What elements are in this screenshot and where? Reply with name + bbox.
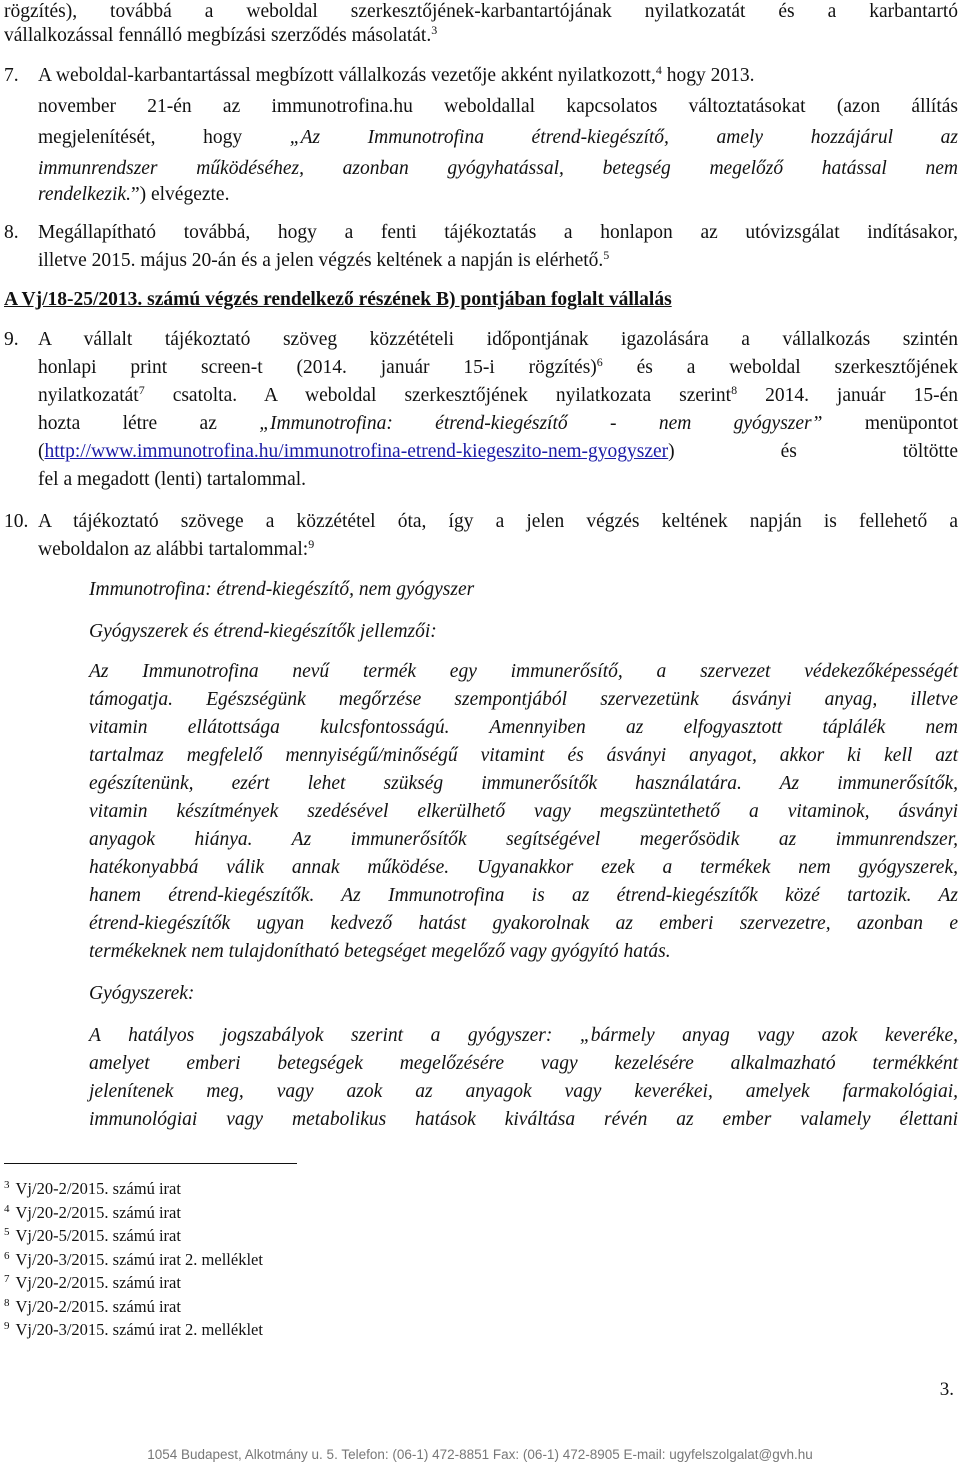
quote-line: amelyet emberi betegségek megelőzésére vagy kezelésére alkalmazható termékként bbox=[89, 1053, 958, 1074]
text-line: hozta létre az „Immunotrofina: étrend-kiegészítő - nem gyógyszer” menüpontot bbox=[38, 413, 958, 434]
footnote: $^6$ Vj/20-3/2015. számú irat 2. melléklet bbox=[4, 1250, 263, 1269]
footnote: $^5$ Vj/20-5/2015. számú irat bbox=[4, 1226, 181, 1245]
text-line: Megállapítható továbbá, hogy a fenti tájékoztatás a honlapon az utóvizsgálat indításakor, bbox=[38, 222, 958, 243]
text-line: weboldalon az alábbi tartalommal:$^9$ bbox=[38, 537, 315, 560]
quote-line: támogatja. Egészségünk megőrzése szempontjából szervezetünk ásványi anyag, illetve bbox=[89, 689, 958, 710]
section-heading: A Vj/18-25/2013. számú végzés rendelkező részének B) pontjában foglalt vállalás bbox=[4, 289, 672, 310]
text-line: rögzítés), továbbá a weboldal szerkesztőjének-karbantartójának nyilatkozatát és a karbantartó bbox=[4, 1, 958, 22]
footnote: $^9$ Vj/20-3/2015. számú irat 2. melléklet bbox=[4, 1320, 263, 1339]
quote-subtitle: Gyógyszerek: bbox=[89, 983, 195, 1004]
text-line: illetve 2015. május 20-án és a jelen végzés keltének a napján is elérhető.$^5$ bbox=[38, 248, 610, 271]
text-line: (http://www.immunotrofina.hu/immunotrofina-etrend-kiegeszito-nem-gyogyszer) és töltötte bbox=[38, 441, 958, 462]
text-line: megjelenítését, hogy „Az Immunotrofina étrend-kiegészítő, amely hozzájárul az bbox=[38, 127, 958, 148]
text-line: nyilatkozatát$^7$ csatolta. A weboldal szerkesztőjének nyilatkozata szerint$^8$ 2014. január 15-én bbox=[38, 383, 959, 406]
text-line: fel a megadott (lenti) tartalommal. bbox=[38, 469, 307, 490]
quote-line: vitamin készítmények szedésével elkerülhető vagy megszüntethető a vitaminok, ásványi bbox=[89, 801, 958, 822]
quote-line: hatékonyabbá válik annak működése. Ugyanakkor ezek a termékek nem gyógyszerek, bbox=[89, 857, 958, 878]
footnote-ref[interactable]: 6 bbox=[596, 355, 603, 369]
quote-line: vitamin ellátottsága kulcsfontosságú. Amennyiben az elfogyasztott táplálék nem bbox=[89, 717, 958, 738]
immunotrofina-link[interactable]: http://www.immunotrofina.hu/immunotrofina-etrend-kiegeszito-nem-gyogyszer bbox=[44, 441, 669, 462]
quote-line: hanem étrend-kiegészítők. Az Immunotrofina is az étrend-kiegészítők közé tartozik. Az bbox=[89, 885, 958, 906]
footnote-ref[interactable]: 4 bbox=[655, 63, 662, 77]
page-number: 3. bbox=[939, 1379, 954, 1400]
footnote: $^7$ Vj/20-2/2015. számú irat bbox=[4, 1273, 181, 1292]
quote-line: tartalmaz megfelelő mennyiségű/minőségű vitamint és ásványi anyagot, akkor ki kell azt bbox=[89, 745, 958, 766]
footnote: $^4$ Vj/20-2/2015. számú irat bbox=[4, 1203, 181, 1222]
quote-subtitle: Gyógyszerek és étrend-kiegészítők jellemzői: bbox=[89, 621, 437, 642]
text-line: A vállalt tájékoztató szöveg közzétételi időpontjának igazolására a vállalkozás szintén bbox=[38, 329, 958, 350]
text-line: immunrendszer működéséhez, azonban gyógyhatással, betegség megelőző hatással nem bbox=[38, 158, 958, 179]
footnote-ref[interactable]: 3 bbox=[431, 23, 438, 37]
page-footer: 1054 Budapest, Alkotmány u. 5. Telefon: (06-1) 472-8851 Fax: (06-1) 472-8905 E-mail: ugyfelszolgalat@gvh.hu bbox=[147, 1447, 813, 1462]
footnote: $^8$ Vj/20-2/2015. számú irat bbox=[4, 1297, 181, 1316]
quote-line: Az Immunotrofina nevű termék egy immunerősítő, a szervezet védekezőképességét bbox=[89, 661, 958, 682]
paragraph-number: 9. bbox=[4, 329, 19, 350]
quote-line: immunológiai vagy metabolikus hatások kiváltása révén az ember valamely élettani bbox=[89, 1109, 958, 1130]
quote-line: A hatályos jogszabályok szerint a gyógyszer: „bármely anyag vagy azok keveréke, bbox=[89, 1025, 958, 1046]
footnote-ref[interactable]: 7 bbox=[138, 383, 145, 397]
footnote: $^3$ Vj/20-2/2015. számú irat bbox=[4, 1179, 181, 1198]
quote-title: Immunotrofina: étrend-kiegészítő, nem gyógyszer bbox=[89, 579, 475, 600]
text-line: A weboldal-karbantartással megbízott vállalkozás vezetője akként nyilatkozott,$^4$ hogy 2013. bbox=[38, 63, 755, 86]
paragraph-number: 7. bbox=[4, 65, 19, 86]
text-line: rendelkezik.”) elvégezte. bbox=[38, 184, 230, 205]
quote-line: anyagok hiánya. Az immunerősítők segítségével megerősödik az immunrendszer, bbox=[89, 829, 958, 850]
quote-line: termékeknek nem tulajdonítható betegséget megelőző vagy gyógyító hatás. bbox=[89, 941, 671, 962]
paragraph-number: 10. bbox=[4, 511, 29, 532]
text-line: november 21-én az immunotrofina.hu weboldallal kapcsolatos változtatásokat (azon állítás bbox=[38, 96, 958, 117]
footnote-ref[interactable]: 5 bbox=[603, 248, 610, 262]
footnote-separator bbox=[4, 1163, 297, 1164]
quote-line: egészítenünk, ezért lehet szükség immunerősítők használatára. Az immunerősítők, bbox=[89, 773, 958, 794]
text-line: honlapi print screen-t (2014. január 15-i rögzítés)$^6$ és a weboldal szerkesztőjének bbox=[38, 355, 958, 378]
text-line: vállalkozással fennálló megbízási szerződés másolatát.$^3$ bbox=[4, 23, 438, 46]
quote-line: étrend-kiegészítők ugyan kedvező hatást gyakorolnak az emberi szervezetre, azonban e bbox=[89, 913, 958, 934]
quote-line: jelenítenek meg, vagy azok az anyagok vagy keverékei, amelyek farmakológiai, bbox=[89, 1081, 958, 1102]
text-line: A tájékoztató szövege a közzététel óta, így a jelen végzés keltének napján is fellehető a bbox=[38, 511, 958, 532]
paragraph-number: 8. bbox=[4, 222, 19, 243]
footnote-ref[interactable]: 8 bbox=[731, 383, 738, 397]
footnote-ref[interactable]: 9 bbox=[308, 537, 315, 551]
